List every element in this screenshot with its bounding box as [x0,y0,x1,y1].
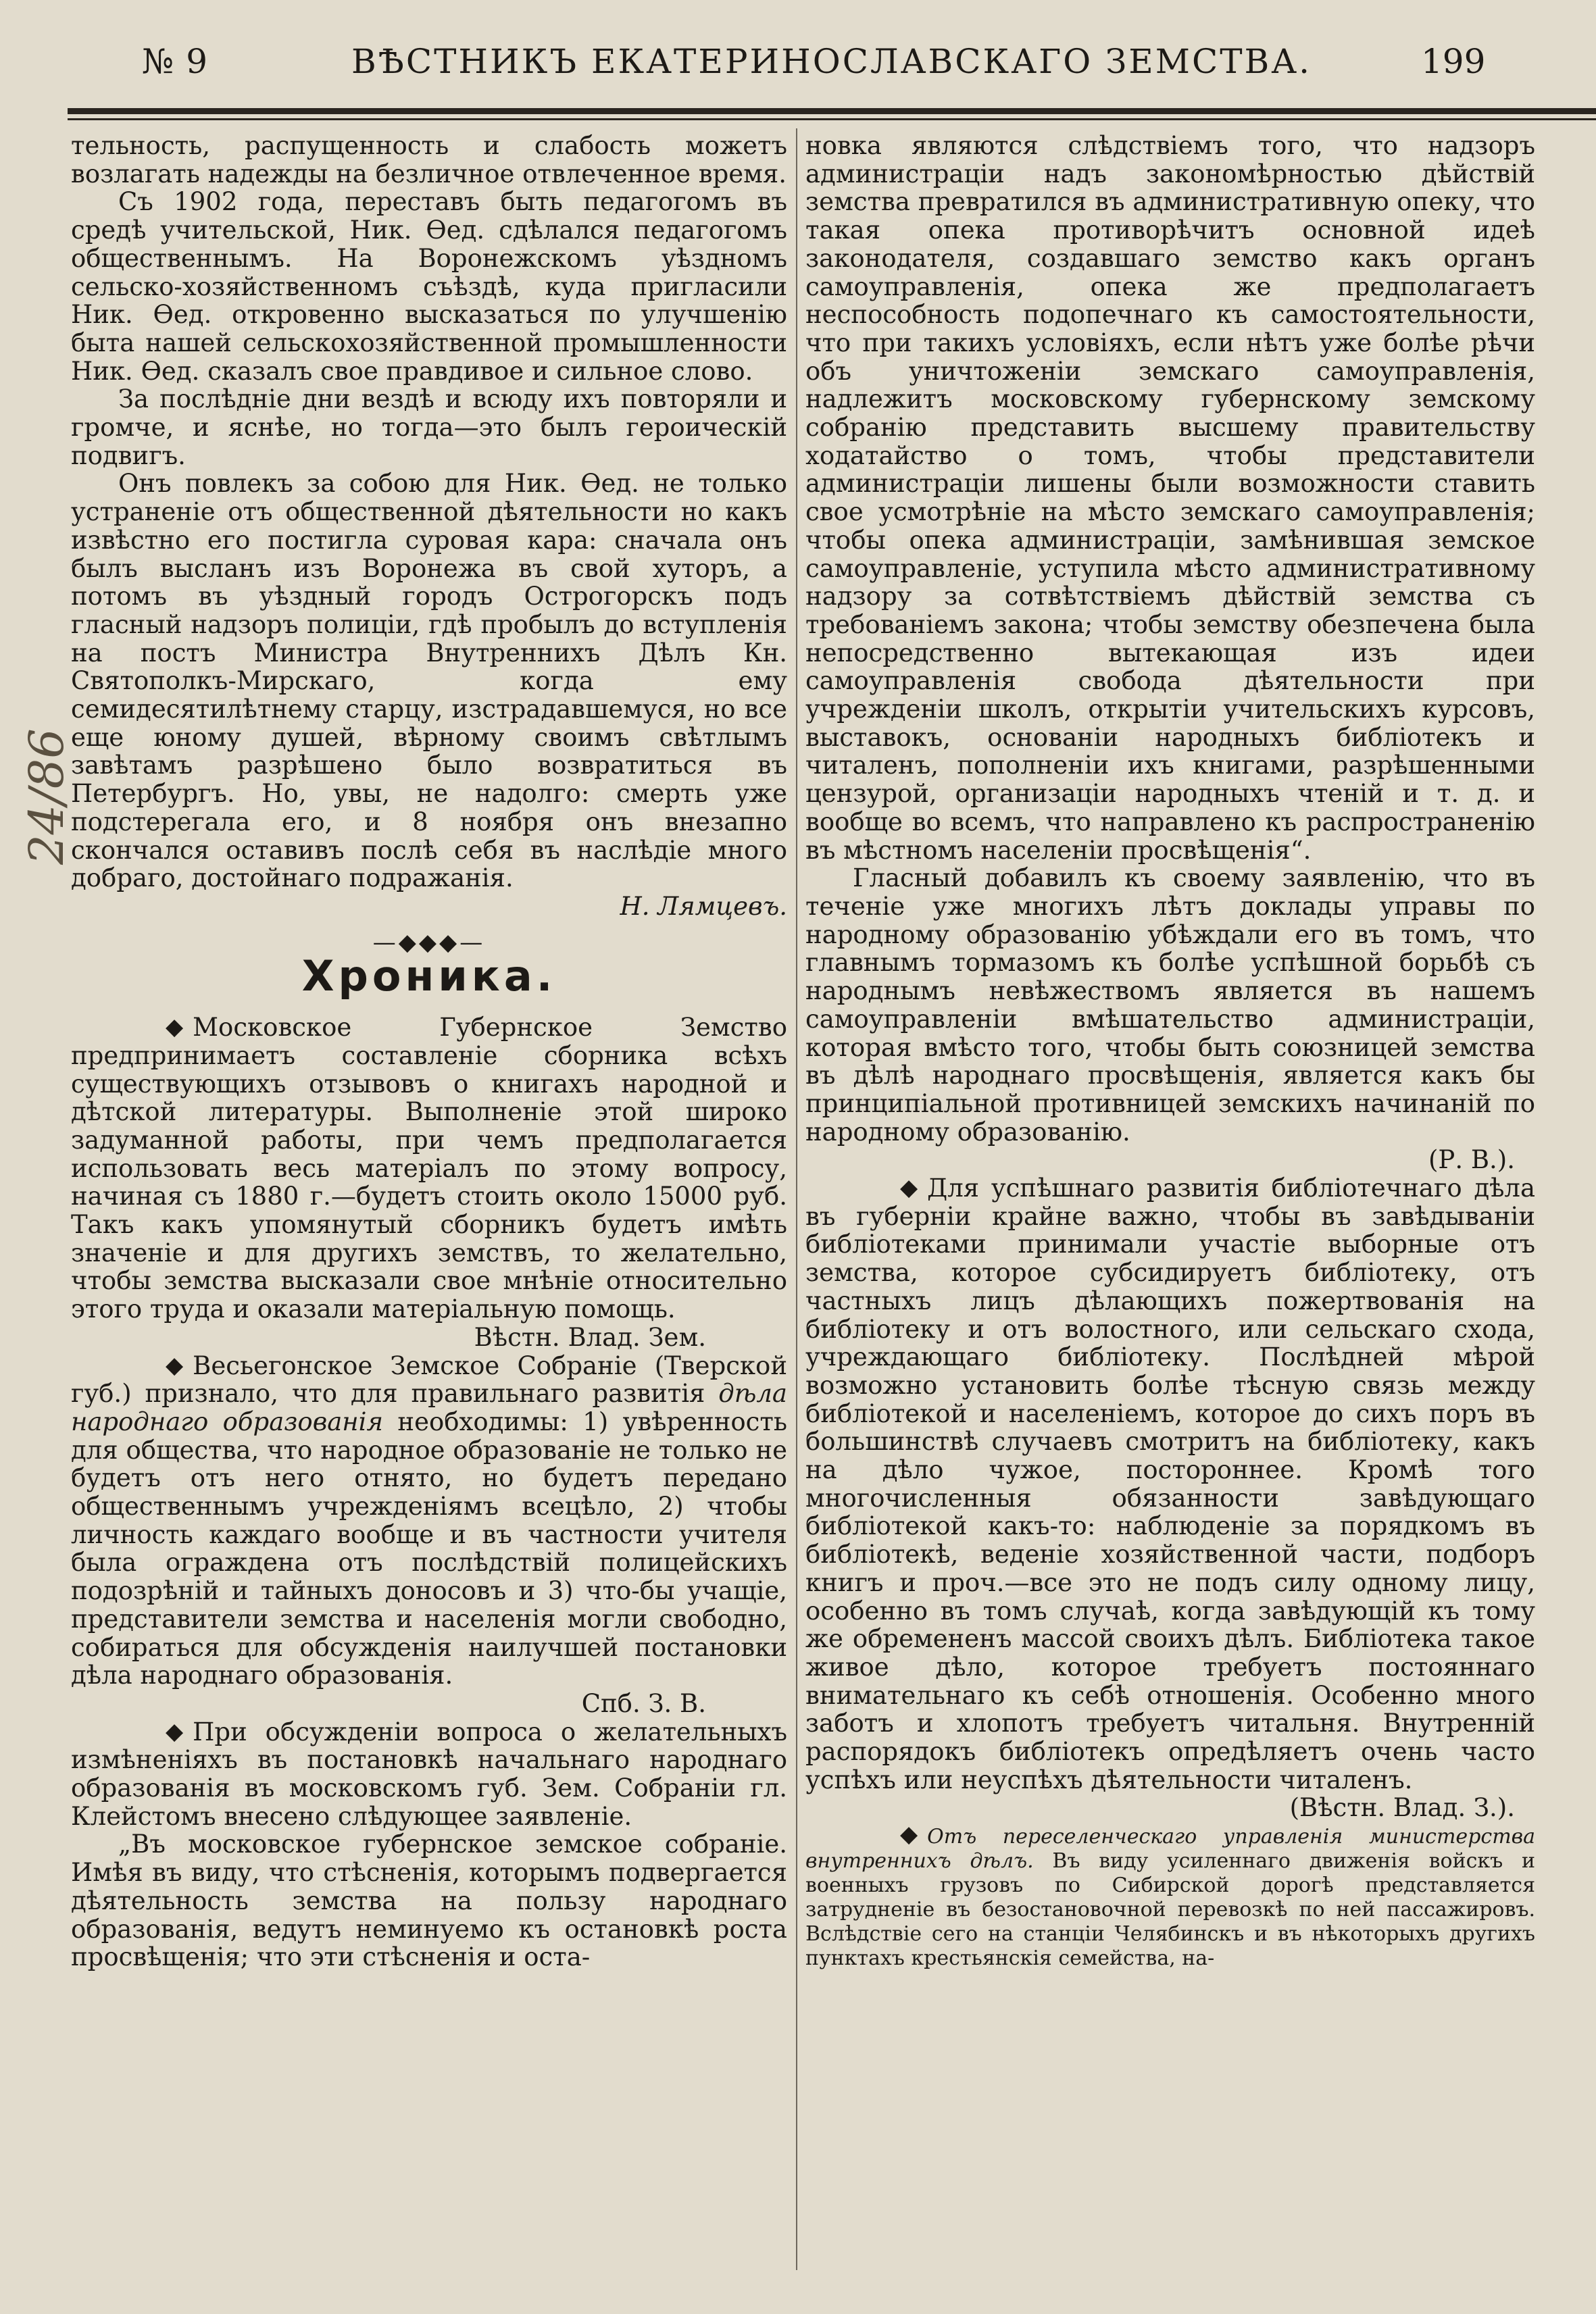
paragraph: Съ 1902 года, переставъ быть педагогомъ въ средѣ учительской, Ник. Ѳед. сдѣлался педагогомъ общественнымъ. На Воронежскомъ уѣздномъ сельско-хозяйственномъ съѣздѣ, куда пригласили Ник. Ѳед. откровенно высказаться по улучшенію быта нашей сельскохозяйственной промышленности Ник. Ѳед. сказалъ свое правдивое и сильное слово. [71,187,787,386]
right-column [805,132,1535,1971]
section-title: Хроника. [301,951,557,1001]
item-source: (Р. В.). [1428,1145,1515,1175]
diamond-bullet-icon: ◆ [166,1013,184,1041]
chronicle-item: ◆ Отъ переселенческаго управленія министерства внутреннихъ дѣлъ. Въ виду усиленнаго движенія войскъ и военныхъ грузовъ по Сибирской дорогѣ представляется затрудненіе въ безостановочной перевозкѣ по ней пассажировъ. Вслѣдствіе сего на станціи Челябинскъ и въ нѣкоторыхъ другихъ пунктахъ крестьянскія семейства, на- [805,1821,1535,1971]
chronicle-item: ◆ Для успѣшнаго развитія библіотечнаго дѣла въ губерніи крайне важно, чтобы въ завѣдываніи библіотеками принимали участіе выборные отъ земства, которое субсидируетъ библіотеку, отъ частныхъ лицъ дѣлающихъ пожертвованія на библіотеку и отъ волостного, или сельскаго схода, учреждающаго библіотеку. Послѣдней мѣрой возможно установить болѣе тѣсную связь между библіотекой и населеніемъ, которое до сихъ поръ въ большинствѣ случаевъ смотритъ на библіотеку, какъ на дѣло чужое, постороннее. Кромѣ того многочисленныя обязанности завѣдующаго библіотекой какъ-то: наблюденіе за порядкомъ въ библіотекѣ, веденіе хозяйственной части, подборъ книгъ и проч.—все это не подъ силу одному лицу, особенно въ томъ случаѣ, когда завѣдующій къ тому же обремененъ массой своихъ дѣлъ. Библіотека такое живое дѣло, которое требуетъ постояннаго внимательнаго къ себѣ отношенія. Особенно много заботъ и хлопотъ требуетъ читальня. Внутренній распорядокъ библіотекъ опредѣляетъ очень часто успѣхъ или неуспѣхъ дѣятельности читаленъ. [805,1174,1535,1794]
chronicle-item: ◆ При обсужденіи вопроса о желательныхъ измѣненіяхъ въ постановкѣ начальнаго народнаго образованія въ московскомъ губ. Зем. Собраніи гл. Клейстомъ внесено слѣдующее заявленіе. [71,1717,787,1831]
item-source: Спб. З. В. [581,1688,706,1718]
paragraph: новка являются слѣдствіемъ того, что надзоръ администраціи надъ закономѣрностью дѣйствій земства превратился въ административную опеку, что такая опека противорѣчитъ основной идеѣ законодателя, создавшаго земство какъ органъ самоуправленія, опека же предполагаетъ неспособность подопечнаго къ самостоятельности, что при такихъ условіяхъ, если нѣтъ уже болѣе рѣчи объ уничтоженіи земскаго самоуправленія, надлежитъ московскому губернскому земскому собранію представить высшему правительству ходатайство о томъ, чтобы представители администраціи лишены были возможности ставить свое усмотрѣніе на мѣсто земскаго самоуправленія; чтобы опека администраціи, замѣнившая земское самоуправленіе, уступила мѣсто административному надзору за сотвѣтствіемъ дѣйствій земства съ требованіемъ закона; чтобы земству обезпечена была непосредственно вытекающая изъ идеи самоуправленія свобода дѣятельности при учрежденіи школъ, открытіи учительскихъ курсовъ, выставокъ, основаніи народныхъ библіотекъ и читаленъ, пополненіи ихъ книгами, разрѣшенными цензурой, организаціи народныхъ чтеній и т. д. и вообще во всемъ, что направлено къ распространенію въ мѣстномъ населеніи просвѣщенія“. [805,131,1535,865]
diamond-bullet-icon: ◆ [900,1821,918,1848]
paragraph: Гласный добавилъ къ своему заявленію, что въ теченіе уже многихъ лѣтъ доклады управы по народному образованію убѣждали его въ томъ, что главнымъ тормазомъ къ болѣе успѣшной борьбѣ съ народнымъ невѣжествомъ является въ нашемъ самоуправленіи вмѣшательство администраціи, которая вмѣсто того, чтобы быть союзницей земства въ дѣлѣ народнаго просвѣщенія, является какъ бы принципіальной противницей земскихъ начинаній по народному образованію. [805,863,1535,1147]
left-column [71,132,787,1971]
diamond-bullet-icon: ◆ [900,1174,918,1202]
header-rule [68,108,1596,114]
paragraph: За послѣдніе дни вездѣ и всюду ихъ повторяли и громче, и яснѣе, но тогда—это былъ героическій подвигъ. [71,384,787,470]
header-rule-thin [68,118,1596,120]
paragraph: „Въ московское губернское земское собраніе. Имѣя въ виду, что стѣсненія, которымъ подвергается дѣятельность земства на пользу народнаго образованія, ведутъ неминуемо къ остановкѣ роста просвѣщенія; что эти стѣсненія и оста- [71,1830,787,1972]
paragraph: Онъ повлекъ за собою для Ник. Ѳед. не только устраненіе отъ общественной дѣятельности но какъ извѣстно его постигла суровая кара: сначала онъ былъ высланъ изъ Воронежа въ свой хуторъ, а потомъ въ уѣздный городъ Острогорскъ подъ гласный надзоръ полиціи, гдѣ пробылъ до вступленія на постъ Министра Внутреннихъ Дѣлъ Кн. Святополкъ-Мирскаго, когда ему семидесятилѣтнему старцу, изстрадавшемуся, но все еще юному душей, вѣрному своимъ свѣтлымъ завѣтамъ разрѣшено было возвратиться въ Петербургъ. Но, увы, не надолго: смерть уже подстерегала его, и 8 ноября онъ внезапно скончался оставивъ послѣ себя въ наслѣдіе много добраго, достойнаго подражанія. [71,469,787,893]
handwritten-margin-note: 24/86 [19,728,74,865]
paragraph: тельность, распущенность и слабость можетъ возлагать надежды на безличное отвлеченное время. [71,131,787,188]
article-author: Н. Лямцевъ. [620,891,787,921]
ornament-divider: —◆◆◆— [372,928,486,956]
issue-number: № 9 [142,42,209,81]
diamond-bullet-icon: ◆ [166,1351,184,1379]
journal-title: ВѢСТНИКЪ ЕКАТЕРИНОСЛАВСКАГО ЗЕМСТВА. [351,42,1312,81]
chronicle-item: ◆ Весьегонское Земское Собраніе (Тверской губ.) признало, что для правильнаго развитія дѣла народнаго образованія необходимы: 1) увѣренность для общества, что народное образованіе не только не будетъ отъ него отнято, но будетъ передано общественнымъ учрежденіямъ всецѣло, 2) чтобы личность каждаго вообще и въ частности учителя была ограждена отъ послѣдствій полицейскихъ подозрѣній и тайныхъ доносовъ и 3) что-бы учащіе, представители земства и населенія могли свободно, собираться для обсужденія наилучшей постановки дѣла народнаго образованія. [71,1351,787,1690]
chronicle-item: ◆ Московское Губернское Земство предпринимаетъ составленіе сборника всѣхъ существующихъ отзывовъ о книгахъ народной и дѣтской литературы. Выполненіе этой широко задуманной работы, при чемъ предполагается использовать весь матеріалъ по этому вопросу, начиная съ 1880 г.—будетъ стоить около 15000 руб. Такъ какъ упомянутый сборникъ будетъ имѣть значеніе и для другихъ земствъ, то желательно, чтобы земства высказали свое мнѣніе относительно этого труда и оказали матеріальную помощь. [71,1013,787,1324]
item-source: Вѣстн. Влад. Зем. [474,1322,706,1352]
page-number: 199 [1421,42,1486,81]
column-divider [796,128,797,2270]
diamond-bullet-icon: ◆ [166,1717,184,1745]
page-header [68,35,1537,96]
item-source: (Вѣстн. Влад. З.). [1289,1793,1515,1823]
